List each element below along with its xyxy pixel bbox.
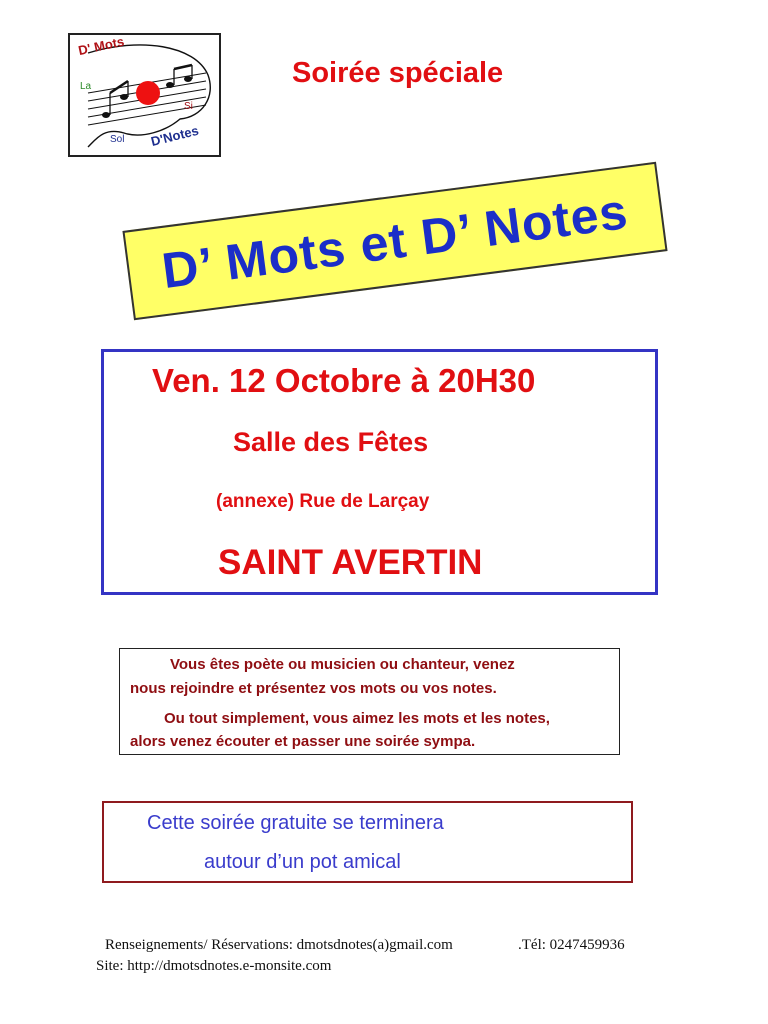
logo-note-la: La xyxy=(80,81,92,92)
logo-note-si: Si xyxy=(184,101,193,112)
invitation-line: Ou tout simplement, vous aimez les mots et les notes, xyxy=(164,710,550,727)
event-venue: Salle des Fêtes xyxy=(233,427,429,457)
free-evening-line: autour d’un pot amical xyxy=(204,851,401,873)
invitation-line: Vous êtes poète ou musicien ou chanteur, venez xyxy=(170,656,515,673)
logo xyxy=(68,33,221,157)
invitation-line: nous rejoindre et présentez vos mots ou vos notes. xyxy=(130,680,497,697)
page-title: D’ Mots et D’ Notes xyxy=(158,183,632,299)
event-date-time: Ven. 12 Octobre à 20H30 xyxy=(152,362,536,399)
contact-info: Renseignements/ Réservations: dmotsdnotes(a)gmail.com xyxy=(105,937,453,953)
event-street: (annexe) Rue de Larçay xyxy=(216,491,430,512)
phone-number: .Tél: 0247459936 xyxy=(518,937,625,953)
logo-top-text: D' Mots xyxy=(76,33,126,58)
free-evening-line: Cette soirée gratuite se terminera xyxy=(147,812,444,834)
invitation-line: alors venez écouter et passer une soirée sympa. xyxy=(130,733,476,750)
event-city: SAINT AVERTIN xyxy=(218,543,483,582)
website-link[interactable]: Site: http://dmotsdnotes.e-monsite.com xyxy=(96,958,332,974)
page-subtitle: Soirée spéciale xyxy=(292,57,504,89)
logo-note-sol: Sol xyxy=(110,134,125,145)
title-banner xyxy=(122,162,667,321)
logo-bottom-text: D'Notes xyxy=(149,122,201,149)
